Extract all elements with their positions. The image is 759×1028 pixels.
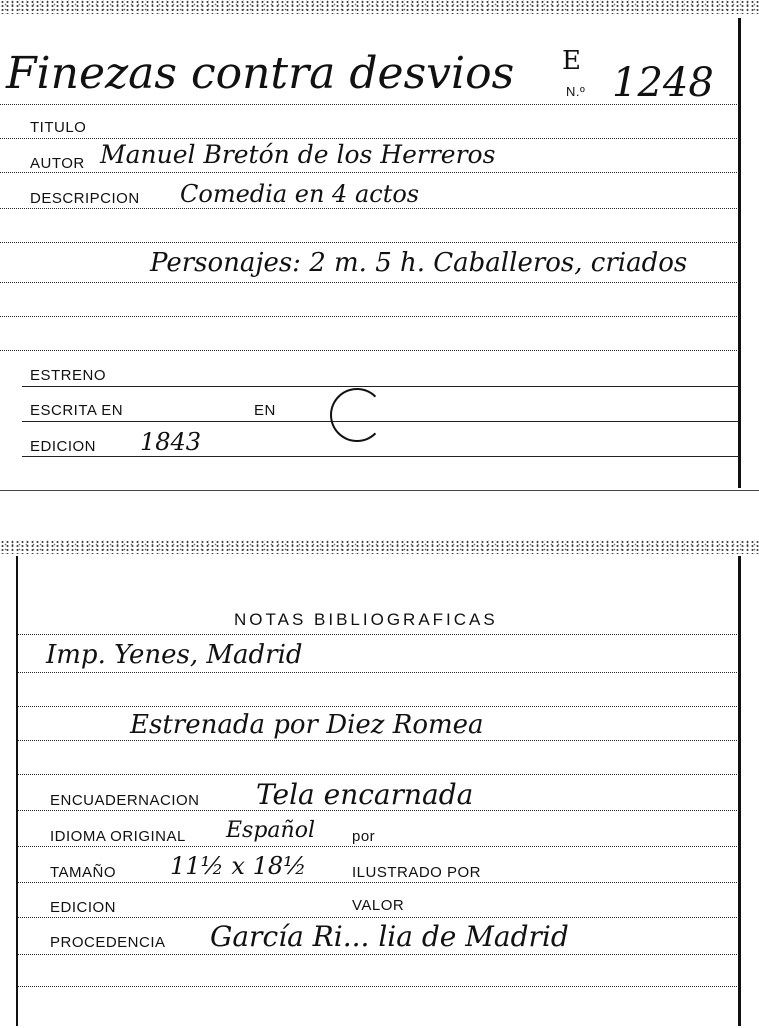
rule-6 (0, 282, 739, 283)
e-mark: E (562, 46, 581, 76)
edicion-label: EDICION (50, 899, 117, 916)
rule-1 (0, 104, 739, 105)
card-right-border (738, 556, 741, 1026)
rule-11 (22, 456, 739, 457)
rule-1 (18, 634, 739, 635)
autor-handwritten: Manuel Bretón de los Herreros (100, 140, 496, 169)
catalog-number: 1248 (612, 60, 714, 106)
estrenada-handwritten: Estrenada por Diez Romea (130, 710, 484, 740)
rule-8 (18, 882, 739, 883)
rule-4 (18, 740, 739, 741)
rule-9 (18, 917, 739, 918)
card-left-border (16, 556, 18, 1026)
escrita-label: ESCRITA EN (30, 402, 124, 419)
rule-9 (22, 386, 739, 387)
rule-3 (0, 172, 739, 173)
descripcion-label: DESCRIPCION (30, 190, 140, 207)
idioma-handwritten: Español (226, 818, 315, 843)
catalog-card-front (0, 0, 759, 500)
rule-2 (0, 138, 739, 139)
procedencia-handwritten: García Ri... lia de Madrid (210, 920, 569, 953)
rule-2 (18, 672, 739, 673)
por-label: por (352, 828, 376, 845)
encuadernacion-handwritten: Tela encarnada (256, 778, 474, 811)
autor-label: AUTOR (30, 155, 85, 172)
tamano-label: TAMAÑO (50, 864, 117, 881)
rule-3 (18, 706, 739, 707)
estreno-label: ESTRENO (30, 367, 107, 384)
descripcion-handwritten: Comedia en 4 actos (180, 180, 420, 208)
card-top-edge (0, 0, 759, 14)
punch-hole (330, 388, 384, 442)
tamano-handwritten: 11½ x 18½ (170, 852, 307, 880)
edicion-label: EDICION (30, 438, 97, 455)
catalog-card-back (0, 540, 759, 1028)
rule-10 (18, 954, 739, 955)
rule-8 (0, 350, 739, 351)
notas-heading: NOTAS BIBLIOGRAFICAS (234, 610, 498, 629)
rule-7 (18, 846, 739, 847)
personajes-handwritten: Personajes: 2 m. 5 h. Caballeros, criados (150, 248, 688, 278)
procedencia-label: PROCEDENCIA (50, 934, 166, 951)
rule-5 (18, 774, 739, 775)
card-bottom-edge (0, 490, 759, 491)
rule-4 (0, 208, 739, 209)
rule-7 (0, 316, 739, 317)
en-label: EN (254, 402, 276, 419)
title-handwritten: Finezas contra desvios (6, 48, 515, 99)
imprenta-handwritten: Imp. Yenes, Madrid (46, 640, 303, 670)
titulo-label: TITULO (30, 119, 87, 136)
number-label: N.º (566, 84, 586, 99)
rule-6 (18, 810, 739, 811)
ilustrado-label: ILUSTRADO POR (352, 864, 482, 881)
rule-5 (0, 242, 739, 243)
idioma-label: IDIOMA ORIGINAL (50, 828, 186, 845)
valor-label: VALOR (352, 897, 405, 914)
card-top-edge (0, 540, 759, 554)
encuadernacion-label: ENCUADERNACION (50, 792, 200, 809)
edicion-handwritten: 1843 (140, 428, 202, 456)
card-right-border (738, 18, 741, 488)
rule-11 (18, 986, 739, 987)
